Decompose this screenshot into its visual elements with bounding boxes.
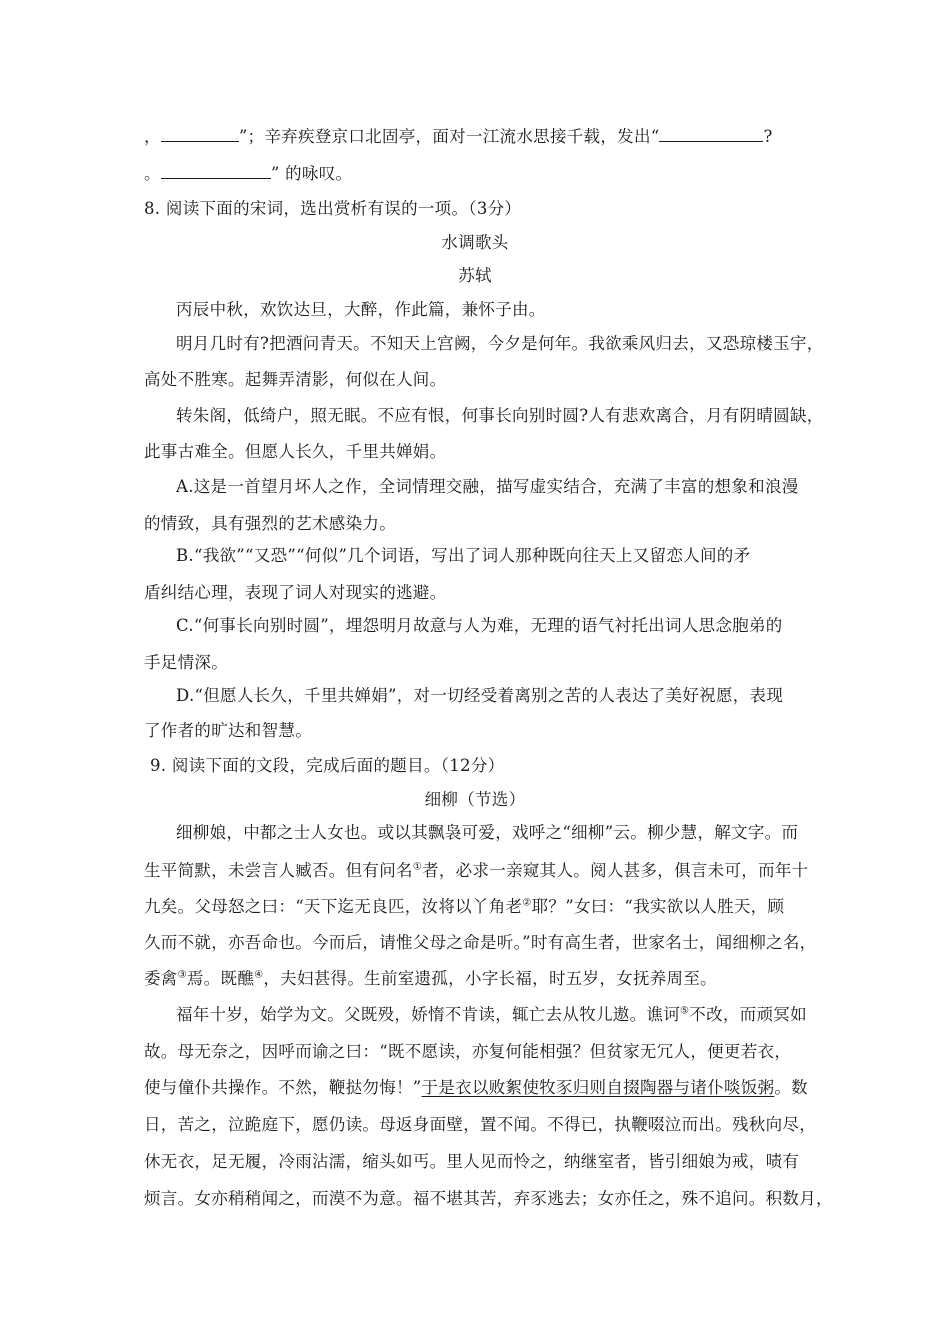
option-b-line-2: 盾纠结心理，表现了词人对现实的逃避。	[144, 583, 447, 602]
poem-title: 水调歌头	[441, 233, 509, 252]
footnote-mark: ③	[177, 969, 187, 981]
text: ，夫妇甚得。生前室遗孤，小字长福，时五岁，女抚养周至。	[263, 969, 717, 988]
poem-author: 苏轼	[458, 266, 492, 285]
text: 耶？”女曰：“我实欲以人胜天，顾	[531, 897, 785, 916]
answer-blank-3[interactable]	[161, 163, 271, 179]
passage-title: 细柳（节选）	[424, 790, 526, 809]
q7-answer-line-1	[144, 126, 773, 148]
option-c-line-2: 手足情深。	[144, 653, 228, 672]
q9-prompt: 9. 阅读下面的文段，完成后面的题目。（12分）	[150, 756, 505, 775]
passage-p1-line-3	[144, 896, 784, 918]
passage-p1-line-4: 久而不就，亦吾命也。今而后，请惟父母之命是听。”时有高生者，世家名士，闻细柳之名，	[144, 933, 817, 952]
q7-answer-line-2	[144, 163, 352, 185]
poem-stanza-1-line-2: 高处不胜寒。起舞弄清影，何似在人间。	[144, 370, 447, 389]
option-a-line-2: 的情致，具有强烈的艺术感染力。	[144, 514, 396, 533]
text: 。数	[774, 1078, 808, 1097]
passage-p1-line-2	[144, 860, 808, 882]
text: 焉。既醮	[186, 969, 255, 988]
text: 不改，而顽冥如	[689, 1005, 807, 1024]
poem-preface: 丙辰中秋，欢饮达旦，大醉，作此篇，兼怀子由。	[176, 300, 546, 319]
passage-p1-line-1: 细柳娘，中都之士人女也。或以其飘袅可爱，戏呼之“细柳”云。柳少慧，解文字。而	[176, 823, 799, 842]
passage-p2-line-3	[144, 1077, 808, 1099]
text: 福年十岁，始学为文。父既殁，娇惰不肯读，辄亡去从牧儿遨。谯诃	[176, 1005, 680, 1024]
passage-p2-line-1	[176, 1004, 807, 1026]
passage-p2-line-6: 烦言。女亦稍稍闻之，而漠不为意。福不堪其苦，弃豕逃去；女亦任之，殊不追问。积数月，	[144, 1189, 833, 1208]
poem-stanza-2-line-2: 此事古难全。但愿人长久，千里共婵娟。	[144, 442, 447, 461]
passage-p1-line-5	[144, 968, 717, 990]
text: 使与僮仆共操作。不然，鞭挞勿悔！”	[144, 1078, 422, 1097]
poem-stanza-2-line-1: 转朱阁，低绮户，照无眠。不应有恨，何事长向别时圆?人有悲欢离合，月有阴晴圆缺，	[176, 406, 824, 425]
option-d-line-2: 了作者的旷达和智慧。	[144, 721, 312, 740]
option-a-line-1: A.这是一首望月坏人之作，全词情理交融，描写虚实结合，充满了丰富的想象和浪漫	[176, 477, 799, 496]
footnote-mark: ①	[412, 861, 423, 873]
passage-p2-line-4: 日，苦之，泣跪庭下，愿仍读。母返身面壁，置不闻。不得已，执鞭啜泣而出。残秋向尽，	[144, 1115, 816, 1134]
underlined-sentence: 于是衣以败絮使牧豕归则自掇陶器与诸仆啖饭粥	[421, 1078, 775, 1097]
q7-text: ”；辛弃疾登京口北固亭，面对一江流水思接千载，发出“	[238, 127, 660, 146]
q7-text: ?	[763, 127, 773, 146]
q7-text: ” 的咏叹。	[270, 164, 353, 183]
q8-prompt: 8. 阅读下面的宋词，选出赏析有误的一项。（3分）	[144, 199, 522, 218]
option-c-line-1: C.“何事长向别时圆”，埋怨明月故意与人为难，无理的语气衬托出词人思念胞弟的	[176, 616, 783, 635]
q7-text: ，	[144, 127, 161, 146]
passage-p2-line-5: 休无衣，足无履，冷雨沾濡，缩头如丐。里人见而怜之，纳继室者，皆引细娘为戒，啧有	[144, 1152, 800, 1171]
text: 者，必求一亲窥其人。阅人甚多，俱言未可，而年十	[422, 861, 809, 880]
option-d-line-1: D.“但愿人长久，千里共婵娟”，对一切经受着离别之苦的人表达了美好祝愿，表现	[176, 686, 784, 705]
footnote-mark: ⑤	[680, 1005, 690, 1017]
answer-blank-1[interactable]	[161, 126, 239, 142]
passage-p2-line-2: 故。母无奈之，因呼而谕之曰：“既不愿读，亦复何能相强？但贫家无冗人，便更若衣，	[144, 1042, 792, 1061]
answer-blank-2[interactable]	[659, 126, 763, 142]
footnote-mark: ②	[522, 897, 532, 909]
footnote-mark: ④	[254, 969, 264, 981]
text: 生平简默，未尝言人臧否。但有问名	[144, 861, 413, 880]
text: 九矣。父母怒之曰：“天下迄无良匹，汝将以丫角老	[144, 897, 523, 916]
q7-text: 。	[144, 164, 161, 183]
poem-stanza-1-line-1: 明月几时有?把酒问青天。不知天上宫阙，今夕是何年。我欲乘风归去，又恐琼楼玉宇，	[176, 334, 824, 353]
text: 委禽	[144, 969, 178, 988]
option-b-line-1: B.“我欲”“又恐”“何似”几个词语，写出了词人那种既向往天上又留恋人间的矛	[176, 546, 751, 565]
